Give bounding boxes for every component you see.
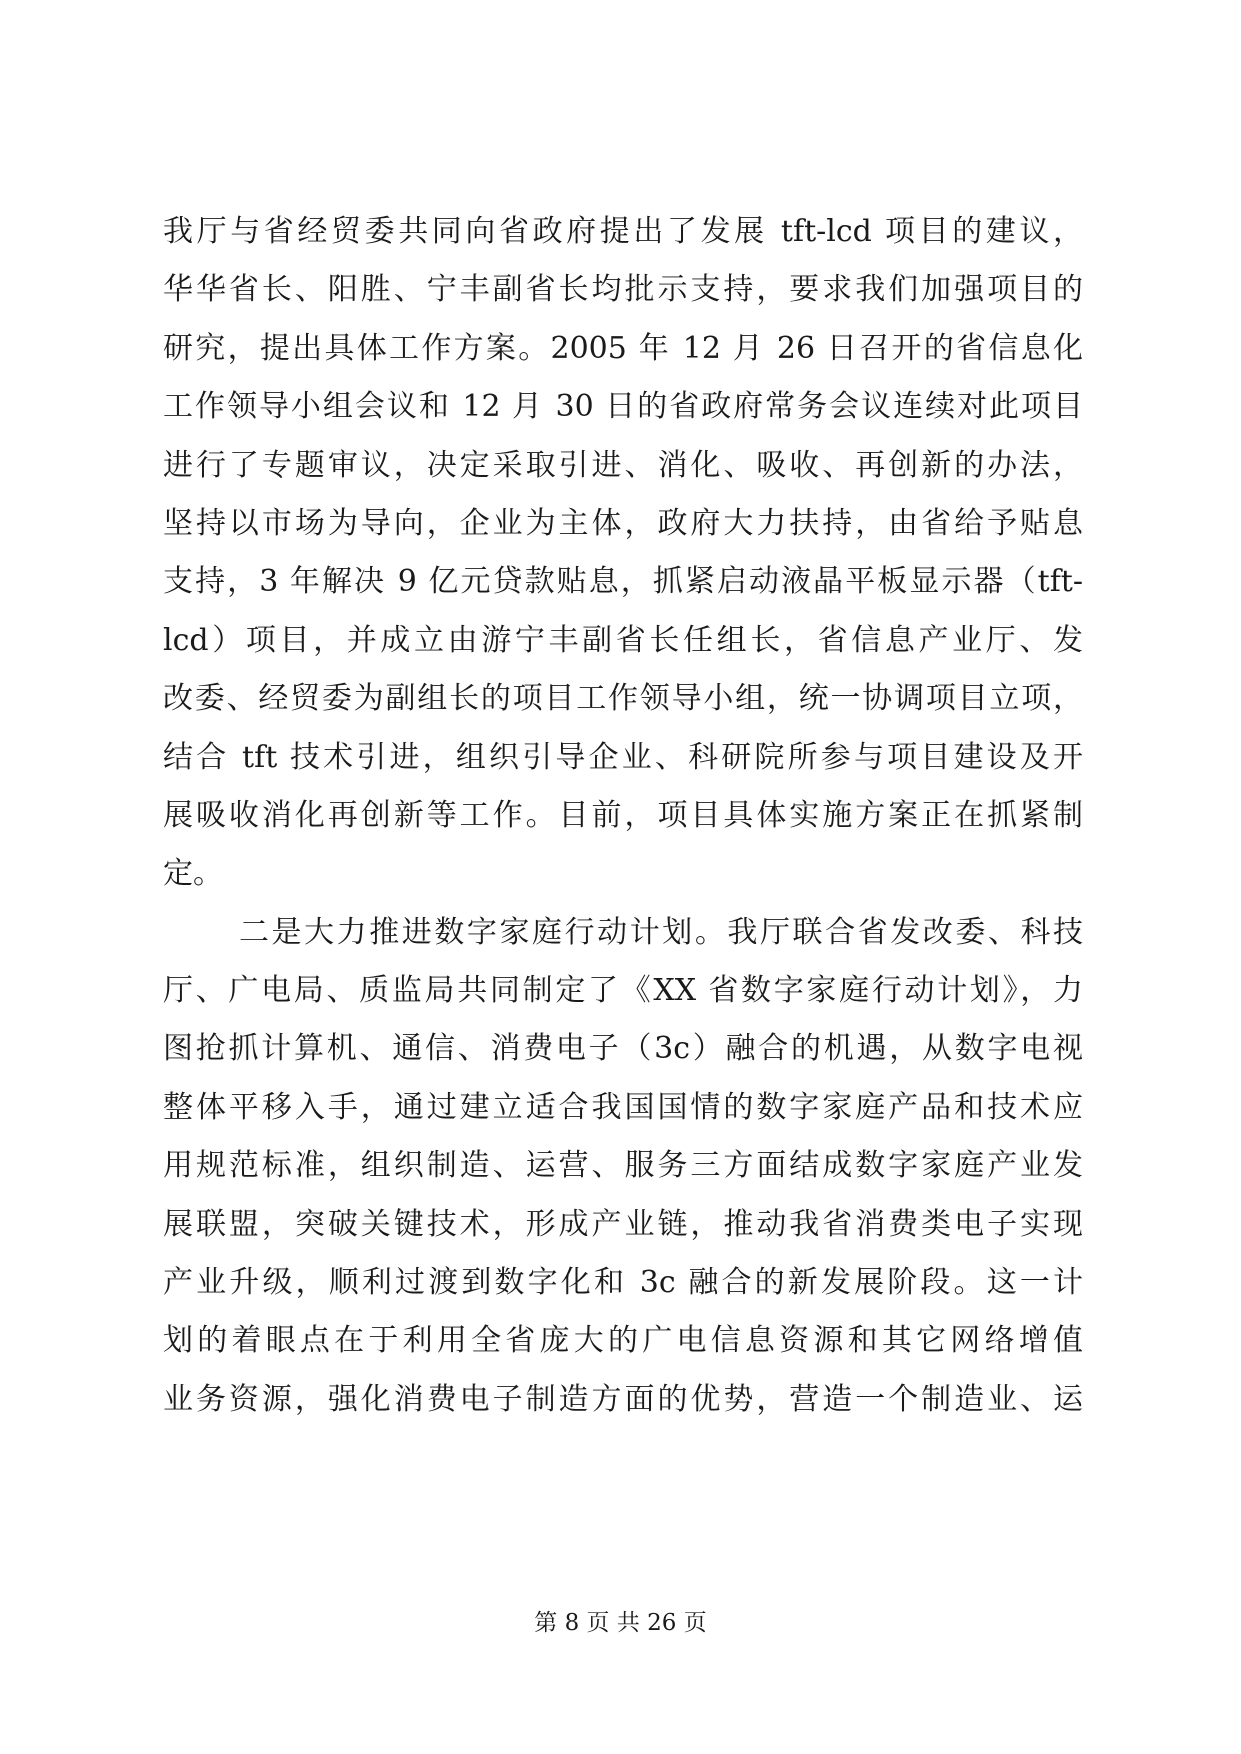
text-line: 改委、经贸委为副组长的项目工作领导小组，统一协调项目立项， <box>163 681 1083 717</box>
text-line: 研究，提出具体工作方案。2005 年 12 月 26 日召开的省信息化 <box>163 330 1083 366</box>
text-line: 结合 tft 技术引进，组织引导企业、科研院所参与项目建设及开 <box>163 739 1083 775</box>
text-line: 支持，3 年解决 9 亿元贷款贴息，抓紧启动液晶平板显示器（tft- <box>163 564 1083 600</box>
text-line: 进行了专题审议，决定采取引进、消化、吸收、再创新的办法， <box>163 447 1083 483</box>
text-line: 定。 <box>163 856 223 892</box>
paragraph-1 <box>163 203 1083 904</box>
text-line: 产业升级，顺利过渡到数字化和 3c 融合的新发展阶段。这一计 <box>163 1265 1083 1301</box>
text-line: 图抢抓计算机、通信、消费电子（3c）融合的机遇，从数字电视 <box>163 1031 1083 1067</box>
text-line: 划的着眼点在于利用全省庞大的广电信息资源和其它网络增值 <box>163 1323 1083 1359</box>
text-line: 坚持以市场为导向，企业为主体，政府大力扶持，由省给予贴息 <box>163 505 1083 541</box>
text-line: 工作领导小组会议和 12 月 30 日的省政府常务会议连续对此项目 <box>163 389 1083 425</box>
text-line: 华华省长、阳胜、宁丰副省长均批示支持，要求我们加强项目的 <box>163 272 1083 308</box>
paragraph-2 <box>163 904 1083 1430</box>
text-line: 厅、广电局、质监局共同制定了《XX 省数字家庭行动计划》，力 <box>163 973 1083 1009</box>
text-line: 展吸收消化再创新等工作。目前，项目具体实施方案正在抓紧制 <box>163 797 1083 833</box>
text-line: 我厅与省经贸委共同向省政府提出了发展 tft-lcd 项目的建议， <box>163 214 1083 249</box>
text-line: 展联盟，突破关键技术，形成产业链，推动我省消费类电子实现 <box>163 1206 1083 1242</box>
text-line: 整体平移入手，通过建立适合我国国情的数字家庭产品和技术应 <box>163 1089 1083 1125</box>
page-number-footer: 第 8 页 共 26 页 <box>534 1610 707 1636</box>
text-line: 业务资源，强化消费电子制造方面的优势，营造一个制造业、运 <box>163 1381 1083 1417</box>
text-line: 二是大力推进数字家庭行动计划。我厅联合省发改委、科技 <box>239 914 1083 950</box>
text-line: 用规范标准，组织制造、运营、服务三方面结成数字家庭产业发 <box>163 1148 1083 1184</box>
document-body <box>163 203 1083 1429</box>
text-line: lcd）项目，并成立由游宁丰副省长任组长，省信息产业厅、发 <box>163 622 1083 658</box>
